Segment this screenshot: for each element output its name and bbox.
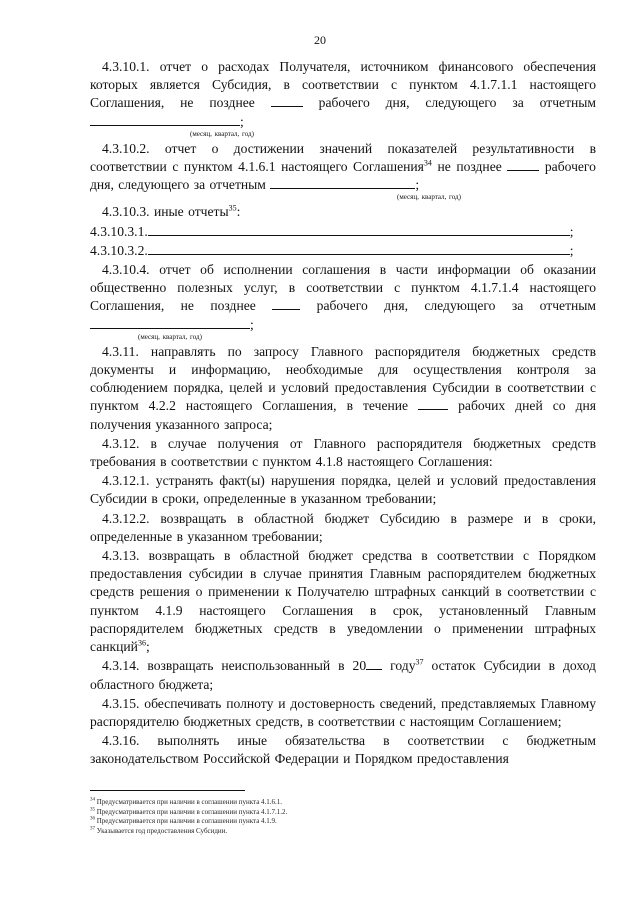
footnote-ref: 36: [137, 638, 146, 648]
paragraph-text: 4.3.10.1. отчет о расходах Получателя, источником финансового обеспечения которых является Субсидия, в соответствии с пунктом 4.1.7.1.1 настоящего Соглашения, не позднее: [90, 59, 596, 111]
footnote-item: [90, 817, 490, 827]
punctuation: ;: [569, 223, 574, 239]
paragraph-text: 4.3.15. обеспечивать полноту и достоверность сведений, представляемых Главному распорядителю бюджетных средств, в соответствии с настоящим Соглашением;: [90, 695, 596, 729]
footnote-ref: 37: [415, 657, 424, 667]
paragraph-text: 4.3.13. возвращать в областной бюджет средства в соответствии с Порядком предоставления субсидии в случае принятия Главным распорядителем бюджетных средств решения о применении к Получателю штрафных санкций в соответствии с пунктом 4.1.9 настоящего Соглашения в срок, установленный Главным распорядителем бюджетных средств в уведомлении о применении штрафных санкций: [90, 548, 596, 655]
item-number: 4.3.10.3.1.: [90, 223, 148, 239]
page-number: 20: [314, 33, 326, 47]
footnote-ref: 35: [228, 203, 237, 213]
paragraph-4-3-16: [90, 732, 596, 768]
paragraph-4-3-11: [90, 343, 596, 434]
paragraph-text: 4.3.10.4. отчет об исполнении соглашения в части информации об оказании общественно полезных услуг, в соответствии с пунктом 4.1.7.1.4 настоящего Соглашения, не позднее: [90, 262, 596, 314]
blank-line: [507, 158, 539, 171]
footnote-ref: 34: [423, 158, 432, 168]
footnote-item: [90, 798, 490, 808]
paragraph-4-3-12-2: [90, 510, 596, 546]
punctuation: :: [236, 204, 241, 220]
blank-line: [366, 657, 382, 670]
blank-line: [90, 316, 250, 329]
paragraph-text: 4.3.10.3. иные отчеты: [102, 204, 229, 220]
paragraph-4-3-12: [90, 435, 596, 471]
paragraph-4-3-14: [90, 657, 596, 693]
paragraph-4-3-10-3-1: [90, 223, 596, 241]
blank-line: [272, 297, 300, 310]
paragraph-text: 4.3.12.2. возвращать в областной бюджет Субсидию в размере и в сроки, определенные в указанном требовании;: [90, 510, 596, 544]
field-caption: (месяц, квартал, год): [397, 193, 461, 202]
paragraph-4-3-12-1: [90, 472, 596, 508]
footnote-number: 35: [90, 807, 95, 813]
footnote-text: Указывается год предоставления Субсидии.: [96, 826, 228, 835]
paragraph-text: 4.3.16. выполнять иные обязательства в соответствии с бюджетным законодательством Российской Федерации и Порядком предоставления: [90, 733, 596, 767]
footnote-text: Предусматривается при наличии в соглашении пункта 4.1.7.1.2.: [96, 807, 288, 816]
footnote-divider: [90, 790, 245, 791]
blank-line: [270, 176, 415, 189]
item-number: 4.3.10.3.2.: [90, 242, 148, 258]
document-body: [90, 58, 596, 770]
punctuation: ;: [569, 242, 574, 258]
paragraph-4-3-10-4: [90, 261, 596, 342]
footnote-number: 37: [90, 826, 95, 832]
paragraph-text: рабочих дней со дня получения указанного запроса;: [90, 398, 597, 432]
field-caption: (месяц, квартал, год): [138, 332, 202, 341]
blank-line: [148, 242, 570, 255]
footnote-text: Предусматривается при наличии в соглашении пункта 4.1.6.1.: [96, 798, 283, 806]
paragraph-text: не позднее: [431, 159, 502, 175]
punctuation: ;: [250, 316, 254, 332]
field-caption: (месяц, квартал, год): [190, 129, 254, 138]
paragraph-4-3-10-3-2: [90, 242, 596, 260]
paragraph-text: рабочего дня, следующего за отчетным: [316, 298, 597, 314]
paragraph-text: 4.3.12.1. устранять факт(ы) нарушения порядка, целей и условий предоставления Субсидии в сроки, определенные в указанном требовании;: [90, 473, 596, 507]
footnotes: [90, 798, 490, 836]
paragraph-text: 4.3.14. возвращать неиспользованный в 20: [102, 658, 367, 674]
paragraph-4-3-13: [90, 547, 596, 656]
paragraph-4-3-10-3: [90, 203, 596, 221]
punctuation: ;: [145, 639, 150, 655]
punctuation: ;: [240, 113, 244, 129]
paragraph-text: рабочего дня, следующего за отчетным: [90, 159, 596, 193]
paragraph-4-3-10-2: [90, 140, 596, 203]
paragraph-text: 4.3.12. в случае получения от Главного распорядителя бюджетных средств требования в соответствии с пунктом 4.1.8 настоящего Соглашения:: [90, 435, 596, 470]
paragraph-text: 4.3.11. направлять по запросу Главного распорядителя бюджетных средств документы и информацию, необходимые для осуществления контроля за соблюдением порядка, целей и условий предоставления Субсидии в соответствии с пунктом 4.2.2 настоящего Соглашения, в течение: [90, 343, 596, 414]
paragraph-4-3-10-1: [90, 58, 596, 139]
blank-line: [271, 94, 303, 107]
paragraph-text: году: [382, 658, 416, 674]
blank-line: [148, 223, 570, 236]
paragraph-4-3-15: [90, 695, 596, 731]
punctuation: ;: [415, 177, 420, 193]
footnote-number: 34: [90, 797, 95, 803]
footnote-item: [90, 808, 490, 818]
paragraph-text: остаток Субсидии в доход областного бюджета;: [90, 658, 596, 692]
footnote-number: 36: [90, 816, 95, 822]
paragraph-text: рабочего дня, следующего за отчетным: [318, 95, 597, 111]
blank-line: [90, 113, 240, 126]
footnote-text: Предусматривается при наличии в соглашении пункта 4.1.9.: [96, 817, 277, 825]
footnote-item: [90, 827, 490, 837]
blank-line: [418, 397, 448, 410]
paragraph-text: 4.3.10.2. отчет о достижении значений показателей результативности в соответствии с пунктом 4.1.6.1 настоящего Соглашения: [90, 140, 596, 175]
